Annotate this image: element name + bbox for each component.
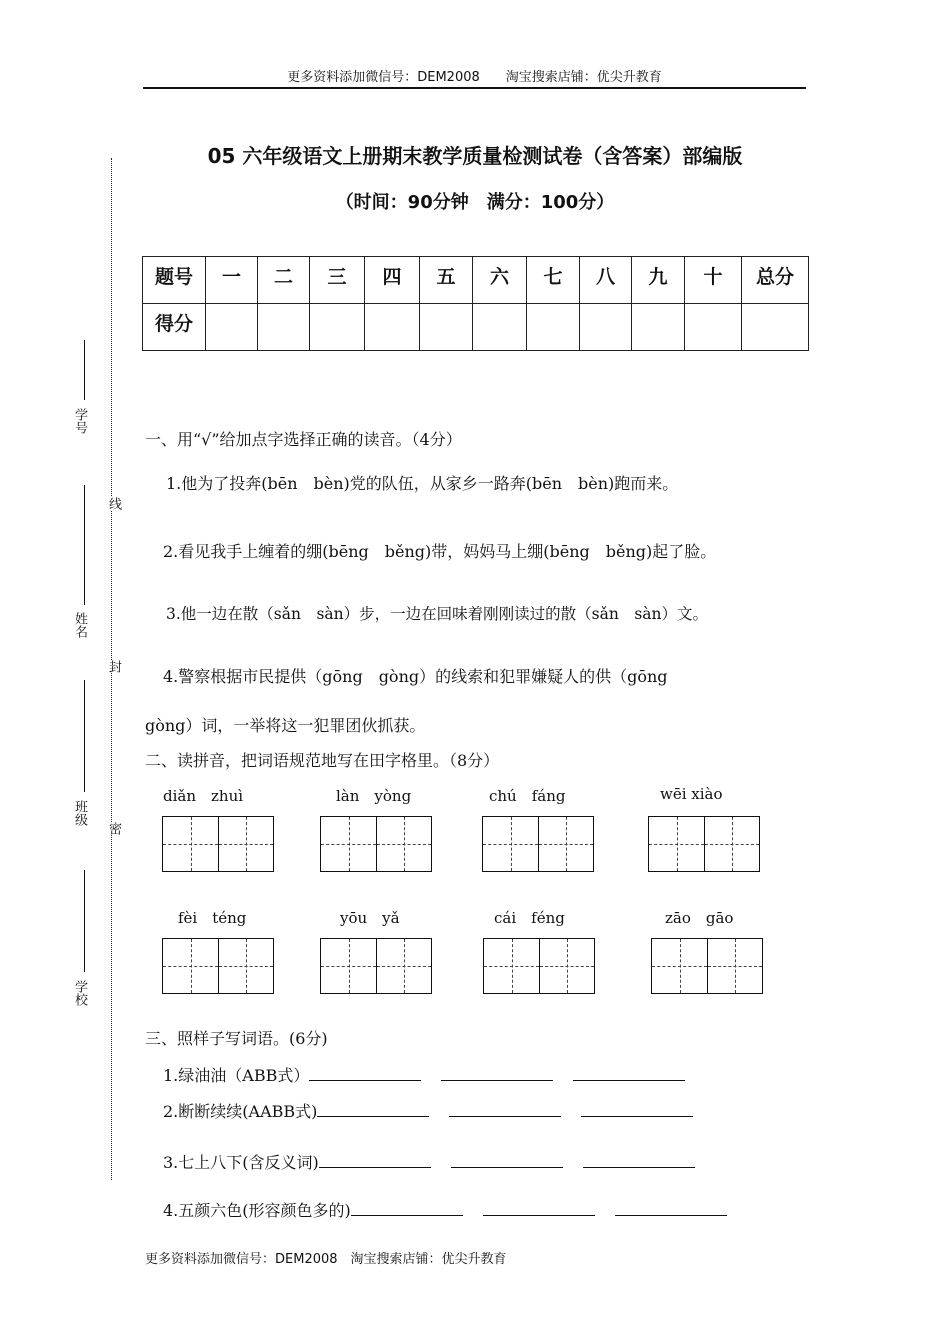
score-table [142, 256, 809, 351]
pinyin-label: yōu yǎ [340, 909, 400, 927]
score-cell[interactable] [206, 304, 258, 351]
tianzige-box[interactable] [482, 816, 594, 872]
school-fill-line [84, 870, 85, 972]
tianzige-box[interactable] [320, 938, 432, 994]
score-cell[interactable] [473, 304, 527, 351]
score-col-header: 六 [473, 257, 527, 304]
answer-blank[interactable] [615, 1201, 727, 1216]
score-col-header: 四 [365, 257, 420, 304]
page-footer: 更多资料添加微信号：DEM2008 淘宝搜索店铺：优尖升教育 [145, 1252, 507, 1267]
section3-item-label: 4.五颜六色(形容颜色多的) [163, 1201, 351, 1220]
answer-blank[interactable] [317, 1102, 429, 1117]
section2-heading: 二、读拼音，把词语规范地写在田字格里。（8分） [145, 751, 500, 770]
name-label: 姓名 [72, 612, 87, 638]
seal-char-mi: 密 [106, 822, 121, 835]
score-col-header: 十 [685, 257, 742, 304]
pinyin-label: diǎn zhuì [163, 787, 244, 805]
score-table-header-row [143, 257, 809, 304]
answer-blank[interactable] [483, 1201, 595, 1216]
section3-item-label: 1.绿油油（ABB式） [163, 1066, 310, 1085]
score-cell[interactable] [420, 304, 473, 351]
section3-item-4 [163, 1198, 727, 1221]
section3-item-label: 3.七上八下(含反义词) [163, 1153, 319, 1172]
pinyin-label: chú fáng [489, 787, 566, 805]
section1-item-3: 3.他一边在散（sǎn sàn）步，一边在回味着刚刚读过的散（sǎn sàn）文。 [166, 605, 709, 623]
score-col-header: 二 [258, 257, 310, 304]
tianzige-box[interactable] [648, 816, 760, 872]
section1-heading: 一、用“√”给加点字选择正确的读音。（4分） [145, 430, 462, 449]
score-table-row1-label: 题号 [143, 257, 206, 304]
exam-info: （时间：90分钟 满分：100分） [335, 192, 615, 213]
score-col-header: 八 [580, 257, 632, 304]
answer-blank[interactable] [583, 1153, 695, 1168]
tianzige-box[interactable] [320, 816, 432, 872]
section1-item-4: 4.警察根据市民提供（gōng gòng）的线索和犯罪嫌疑人的供（gōng [163, 667, 668, 686]
pinyin-label: wēi xiào [660, 785, 723, 803]
page-header: 更多资料添加微信号：DEM2008 淘宝搜索店铺：优尖升教育 [287, 70, 662, 85]
answer-blank[interactable] [451, 1153, 563, 1168]
score-col-header: 九 [632, 257, 685, 304]
score-col-header: 七 [527, 257, 580, 304]
answer-blank[interactable] [319, 1153, 431, 1168]
student-id-fill-line [84, 340, 85, 400]
seal-char-xian: 线 [106, 497, 121, 510]
score-col-header: 五 [420, 257, 473, 304]
class-label: 班级 [72, 800, 87, 826]
pinyin-label: làn yòng [336, 787, 412, 805]
score-cell[interactable] [580, 304, 632, 351]
tianzige-box[interactable] [162, 816, 274, 872]
pinyin-label: cái féng [494, 909, 565, 927]
tianzige-box[interactable] [651, 938, 763, 994]
score-col-header: 一 [206, 257, 258, 304]
score-cell[interactable] [632, 304, 685, 351]
section3-item-3 [163, 1150, 695, 1173]
score-col-header: 三 [310, 257, 365, 304]
pinyin-label: fèi téng [178, 909, 247, 927]
answer-blank[interactable] [449, 1102, 561, 1117]
school-label: 学校 [72, 980, 87, 1006]
tianzige-box[interactable] [483, 938, 595, 994]
score-cell[interactable] [310, 304, 365, 351]
class-fill-line [84, 680, 85, 792]
pinyin-label: zāo gāo [665, 909, 734, 927]
score-col-header: 总分 [742, 257, 809, 304]
score-cell[interactable] [258, 304, 310, 351]
section1-item-4-cont: gòng）词，一举将这一犯罪团伙抓获。 [145, 716, 426, 735]
section3-item-1 [163, 1063, 685, 1086]
answer-blank[interactable] [581, 1102, 693, 1117]
section3-item-2 [163, 1099, 693, 1122]
section3-heading: 三、照样子写词语。(6分) [145, 1029, 328, 1048]
score-cell[interactable] [685, 304, 742, 351]
answer-blank[interactable] [351, 1201, 463, 1216]
score-cell[interactable] [527, 304, 580, 351]
answer-blank[interactable] [309, 1066, 421, 1081]
score-table-score-row [143, 304, 809, 351]
answer-blank[interactable] [573, 1066, 685, 1081]
answer-blank[interactable] [441, 1066, 553, 1081]
section1-item-2: 2.看见我手上缠着的绷(bēng běng)带，妈妈马上绷(bēng běng)起了脸。 [163, 542, 717, 561]
section3-item-label: 2.断断续续(AABB式) [163, 1102, 318, 1121]
tianzige-box[interactable] [162, 938, 274, 994]
score-cell[interactable] [742, 304, 809, 351]
page-title: 05 六年级语文上册期末教学质量检测试卷（含答案）部编版 [207, 144, 743, 168]
header-divider [143, 87, 806, 89]
student-id-label: 学号 [72, 408, 87, 434]
seal-char-feng: 封 [106, 660, 121, 673]
score-table-row2-label: 得分 [143, 304, 206, 351]
section1-item-1: 1.他为了投奔(bēn bèn)党的队伍，从家乡一路奔(bēn bèn)跑而来。 [166, 474, 679, 493]
name-fill-line [84, 485, 85, 605]
score-cell[interactable] [365, 304, 420, 351]
